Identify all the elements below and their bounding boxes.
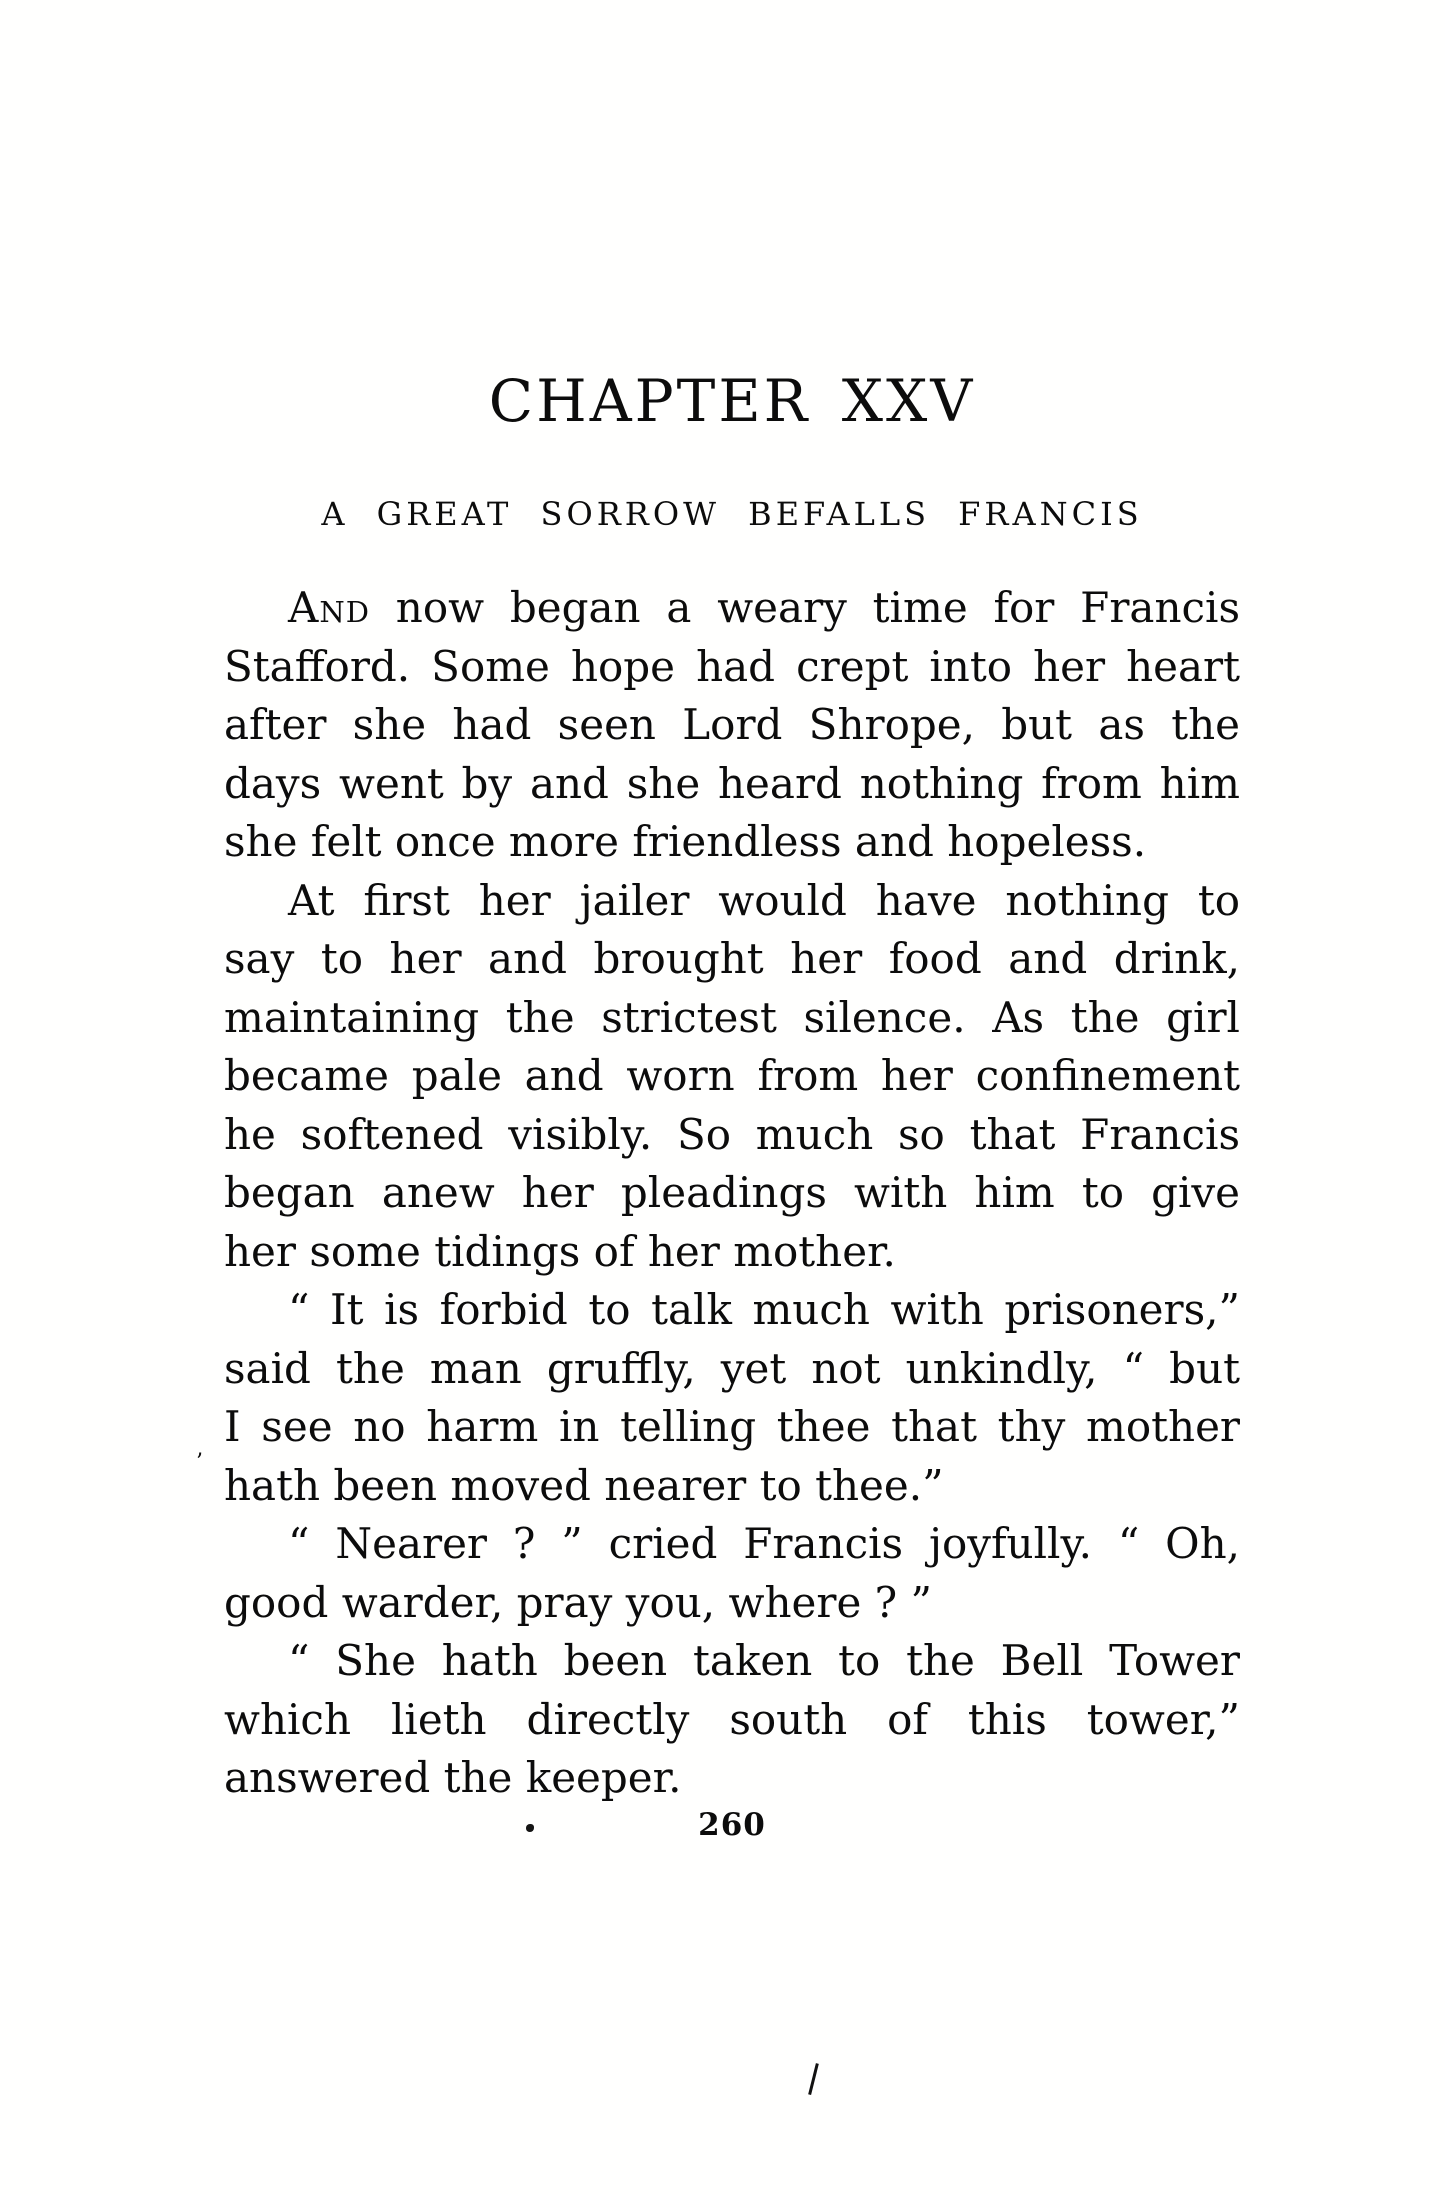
text-line: her some tidings of her mother. [224, 1226, 896, 1276]
text-line: Stafford. Some hope had crept into her heart [224, 641, 1240, 691]
text-line: became pale and worn from her confinement [224, 1051, 1240, 1100]
text-line: days went by and she heard nothing from him [224, 758, 1240, 808]
bottom-slash-mark [808, 2063, 818, 2095]
text-line: I see no harm in telling thee that thy mother [224, 1402, 1240, 1451]
text-line: “ She hath been taken to the Bell Tower [288, 1636, 1240, 1685]
paragraph [224, 1281, 1240, 1515]
body-text [224, 579, 1240, 1808]
paragraph [224, 579, 1240, 872]
text-line: “ It is forbid to talk much with prisoners,” [288, 1285, 1240, 1334]
text-line-rest: now began a weary time for Francis [395, 583, 1241, 632]
chapter-subtitle: A GREAT SORROW BEFALLS FRANCIS [321, 495, 1143, 533]
page-number: 260 [698, 1807, 766, 1843]
text-line: hath been moved nearer to thee.” [224, 1460, 944, 1510]
text-line: he softened visibly. So much so that Francis [224, 1109, 1240, 1159]
text-line: say to her and brought her food and drink, [224, 934, 1240, 983]
text-line: began anew her pleadings with him to give [224, 1168, 1240, 1217]
text-line: good warder, pray you, where ? ” [224, 1577, 932, 1627]
footer-ink-speck [526, 1824, 534, 1832]
text-line: At first her jailer would have nothing to [288, 875, 1240, 925]
paragraph [224, 872, 1240, 1282]
text-line: “ Nearer ? ” cried Francis joyfully. “ Oh, [288, 1519, 1240, 1568]
paragraph [224, 1632, 1240, 1808]
text-line: which lieth directly south of this tower,” [224, 1694, 1240, 1744]
text-line: said the man gruffly, yet not unkindly, “ but [224, 1343, 1240, 1393]
paragraph [224, 1515, 1240, 1632]
lead-word-smallcaps: And [288, 583, 370, 632]
text-line: she felt once more friendless and hopeless. [224, 817, 1147, 866]
chapter-heading: CHAPTER XXV [488, 367, 976, 435]
text-line: after she had seen Lord Shrope, but as the [224, 700, 1240, 749]
text-line [224, 579, 1240, 638]
text-line: maintaining the strictest silence. As the girl [224, 992, 1240, 1042]
margin-ink-speck: ’ [196, 1450, 203, 1475]
text-line: answered the keeper. [224, 1753, 682, 1802]
